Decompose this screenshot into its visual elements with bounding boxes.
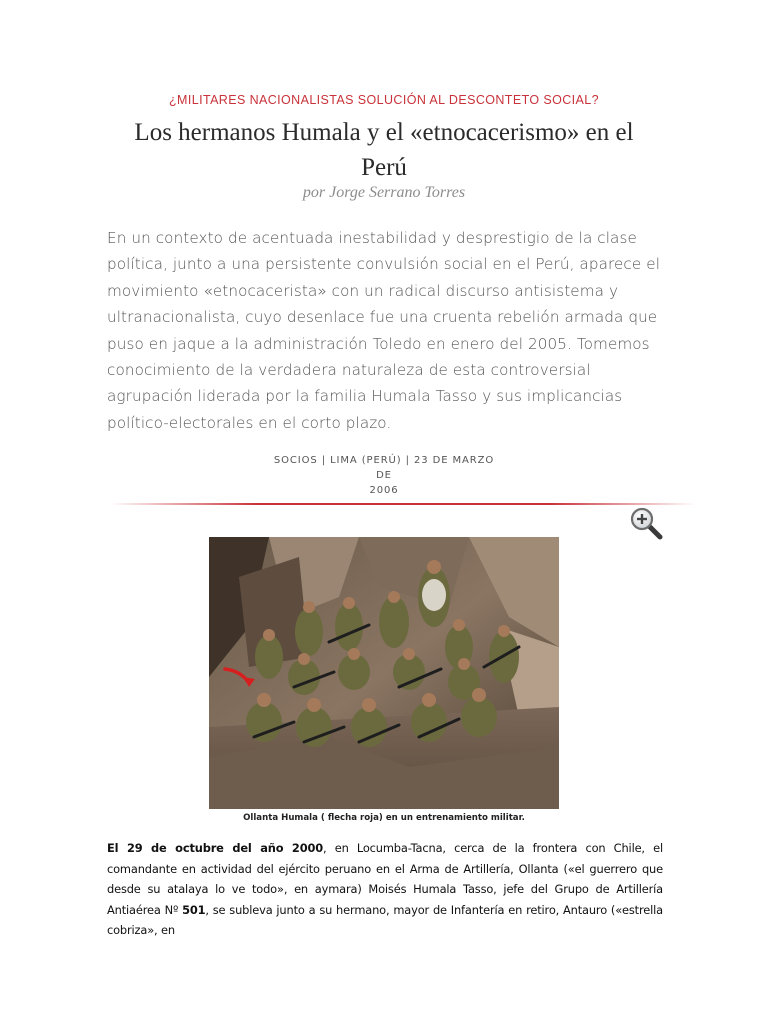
dateline-line1: SOCIOS | LIMA (PERÚ) | 23 DE MARZO DE	[273, 455, 495, 481]
dateline-line2: 2006	[369, 485, 399, 496]
zoom-in-icon[interactable]	[628, 505, 664, 541]
body-text-2: , se subleva junto a su hermano, mayor de Infantería en retiro, Antauro («estrella cobriza», en	[107, 902, 663, 937]
body-text-1: , en Locumba-Tacna, cerca de la frontera con Chile, el comandante en actividad del ejército peruano en el Arma de Artillería, Ollanta («el guerrero que desde su atalaya lo ve todo», en aymara) Moisés Humala Tasso, jefe del Grupo de Artillería Antiaérea Nº	[107, 841, 663, 917]
article-photo	[209, 537, 559, 809]
lead-paragraph: En un contexto de acentuada inestabilidad y desprestigio de la clase política, junto a una persistente convulsión social en el Perú, aparece el movimiento «etnocacerista» con un radical discurso antisistema y ultranacionalista, cuyo desenlace fue una cruenta rebelión armada que puso en jaque a la administración Toledo en enero del 2005. Tomemos conocimiento de la verdadera naturaleza de esta controversial agrupación liderada por la familia Humala Tasso y sus implicancias político-electorales en el corto plazo.	[107, 229, 661, 432]
article-title: Los hermanos Humala y el «etnocacerismo» en el Perú	[134, 119, 634, 181]
body-paragraph	[107, 838, 663, 941]
dateline	[264, 453, 504, 498]
section-divider	[110, 503, 696, 505]
body-date-bold: El 29 de octubre del año 2000	[107, 841, 324, 855]
body-group-number: 501	[182, 902, 206, 917]
kicker: ¿MILITARES NACIONALISTAS SOLUCIÓN AL DESCONTETO SOCIAL?	[169, 93, 599, 107]
photo-caption: Ollanta Humala ( flecha roja) en un entrenamiento militar.	[243, 813, 525, 823]
byline: por Jorge Serrano Torres	[302, 184, 466, 201]
